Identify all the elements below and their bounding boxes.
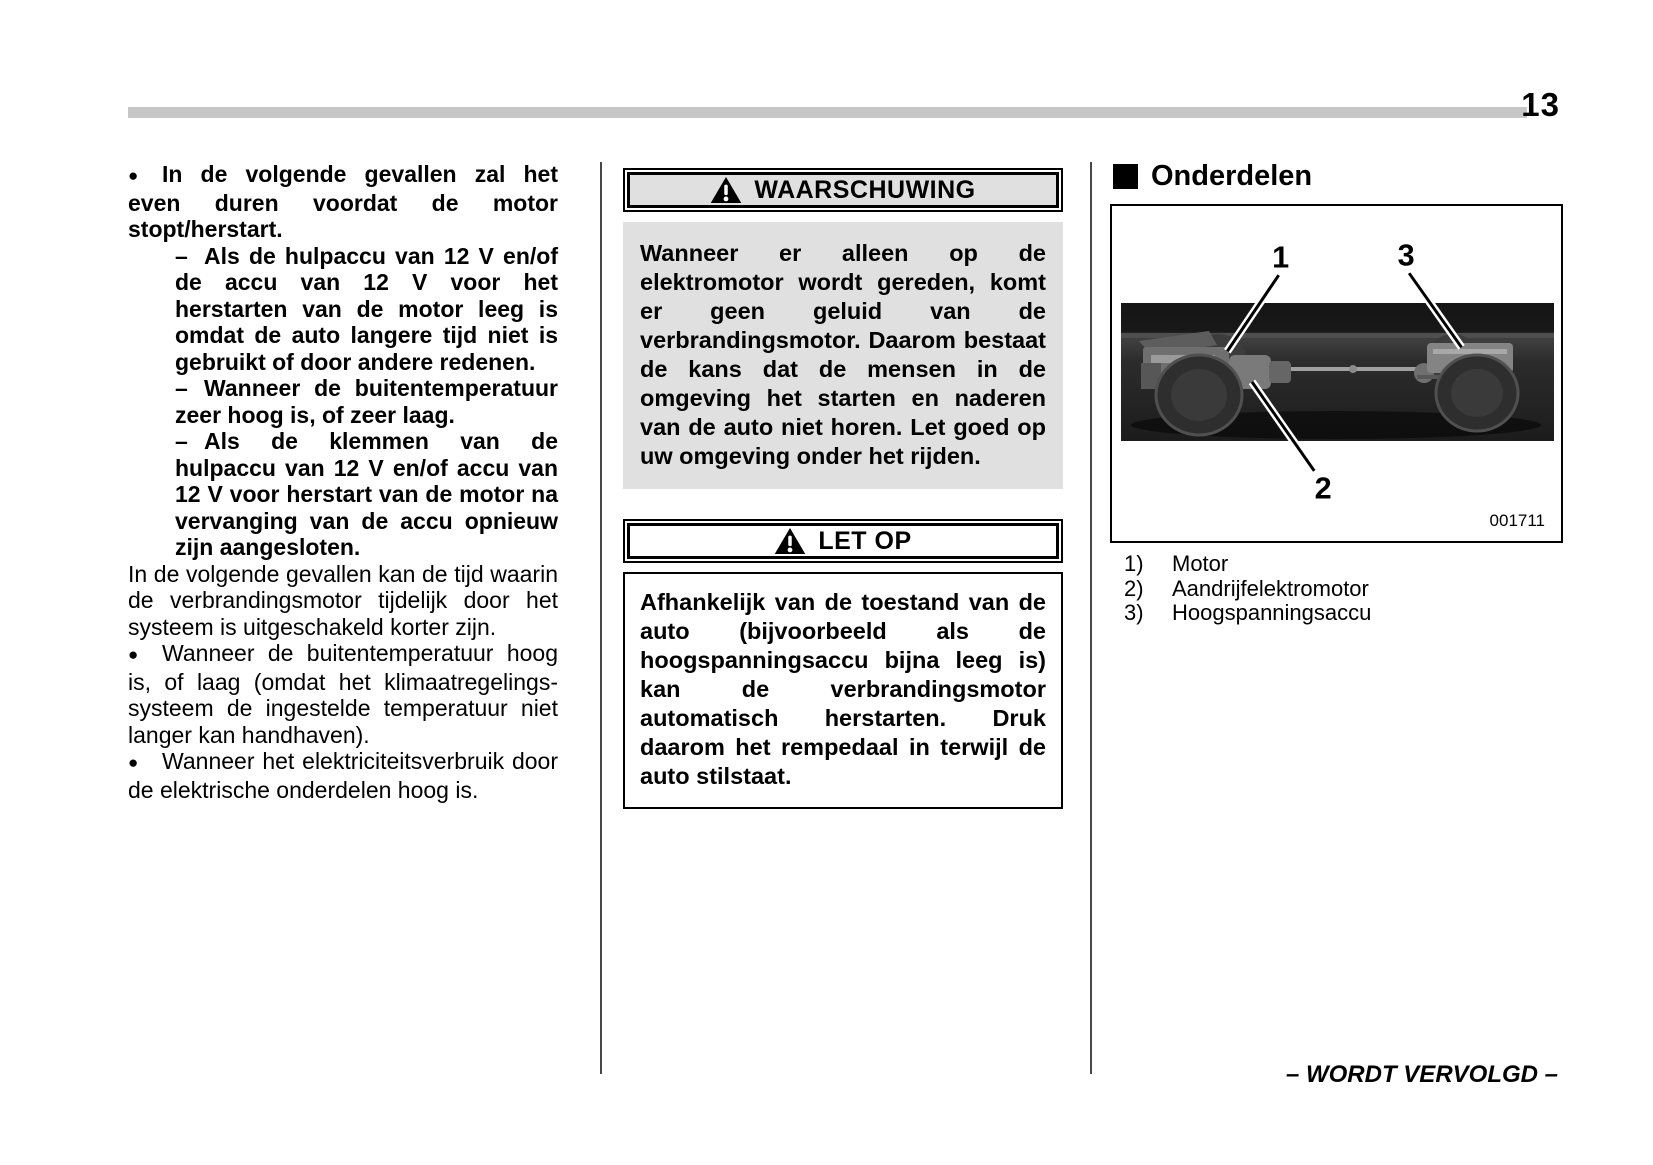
- page-number: 13: [1521, 86, 1560, 123]
- leader-line-3: [1409, 273, 1461, 347]
- dash-marker: –: [175, 242, 188, 269]
- warning-triangle-icon: [710, 176, 742, 204]
- continuation-footer: – WORDT VERVOLGD –: [1285, 1061, 1558, 1088]
- caution-title: LET OP: [818, 526, 912, 555]
- section-square-icon: [1113, 164, 1138, 189]
- dash-subitem: [128, 243, 558, 376]
- spacer: [623, 489, 1063, 519]
- callout-overlay: [1112, 206, 1561, 541]
- warning-header-inner: [627, 172, 1059, 208]
- warning-header-box: [623, 168, 1063, 212]
- warning-title: WAARSCHUWING: [754, 175, 976, 204]
- bullet-marker: ●: [128, 753, 139, 772]
- paragraph-text: Wanneer het elektriciteitsverbruik door de elektrische onderdelen hoog is.: [128, 748, 558, 803]
- column-divider-right: [1090, 162, 1092, 1074]
- notes-column: [623, 168, 1063, 809]
- legend-label: Aandrijfelektromotor: [1172, 575, 1369, 601]
- figure-code: 001711: [1489, 511, 1545, 530]
- caution-header-box: [623, 519, 1063, 563]
- leader-line-1: [1227, 275, 1278, 351]
- paragraph-text: Wanneer de buitentemperatuur hoog is, of laag (omdat het klimaatregelingssysteem de ingestelde temperatuur niet langer kan handhaven).: [128, 640, 558, 748]
- parts-column: [1110, 160, 1563, 626]
- bullet-paragraph: [128, 748, 558, 803]
- bullet-marker: ●: [128, 645, 139, 664]
- legend-label: Hoogspanningsaccu: [1172, 600, 1372, 625]
- paragraph-text: In de volgende gevallen zal het even duren voordat de motor stopt/herstart.: [128, 161, 558, 242]
- plain-paragraph: [128, 561, 558, 641]
- dash-subitem: [128, 375, 558, 428]
- caution-body: Afhankelijk van de toestand van de auto (bijvoorbeeld als de hoogspanningsaccu bijna leeg is) kan de verbrandingsmotor automatisch herstarten. Druk daarom het rempedaal in terwijl de auto stilstaat.: [623, 572, 1063, 809]
- callout-label-2: 2: [1314, 471, 1332, 506]
- caution-header-inner: [627, 523, 1059, 559]
- parts-legend: [1124, 552, 1563, 626]
- bullet-paragraph: [128, 640, 558, 748]
- callout-label-1: 1: [1272, 240, 1290, 275]
- dash-marker: –: [175, 375, 188, 401]
- legend-row: [1124, 552, 1563, 577]
- drivetrain-figure: [1110, 204, 1563, 543]
- paragraph-text: In de volgende gevallen kan de tijd waarin de verbrandingsmotor tijdelijk door het systeem is uitgeschakeld korter zijn.: [128, 560, 558, 640]
- legend-row: [1124, 577, 1563, 602]
- bullet-marker: ●: [128, 166, 139, 185]
- dash-subitem: [128, 428, 558, 561]
- bullet-paragraph: [128, 161, 558, 243]
- section-heading-text: Onderdelen: [1151, 160, 1313, 192]
- leader-line-2: [1252, 382, 1314, 471]
- header-rule: [128, 107, 1527, 118]
- paragraph-text: Als de klemmen van de hulpaccu van 12 V en/of accu van 12 V voor herstart van de motor na vervanging van de accu opnieuw zijn aangesloten.: [175, 428, 558, 560]
- column-divider-left: [600, 162, 602, 1074]
- callout-label-3: 3: [1397, 238, 1415, 273]
- paragraph-text: Wanneer de buitentemperatuur zeer hoog is, of zeer laag.: [175, 375, 558, 428]
- paragraph-text: Als de hulpaccu van 12 V en/of de accu van 12 V voor het herstarten van de motor leeg is omdat de auto langere tijd niet is gebruikt of door andere redenen.: [175, 242, 558, 375]
- warning-body: Wanneer er alleen op de elektromotor wordt gereden, komt er geen geluid van de verbrandingsmotor. Daarom bestaat de kans dat de mensen in de omgeving het starten en naderen van de auto niet horen. Let goed op uw omgeving onder het rijden.: [623, 222, 1063, 489]
- legend-number: 1): [1124, 551, 1144, 576]
- legend-label: Motor: [1172, 551, 1229, 576]
- dash-marker: –: [175, 428, 188, 454]
- legend-number: 2): [1124, 575, 1144, 601]
- section-heading: [1113, 160, 1563, 193]
- left-text-column: [128, 161, 558, 803]
- legend-number: 3): [1124, 600, 1144, 625]
- caution-triangle-icon: [774, 527, 806, 555]
- legend-row: [1124, 601, 1563, 626]
